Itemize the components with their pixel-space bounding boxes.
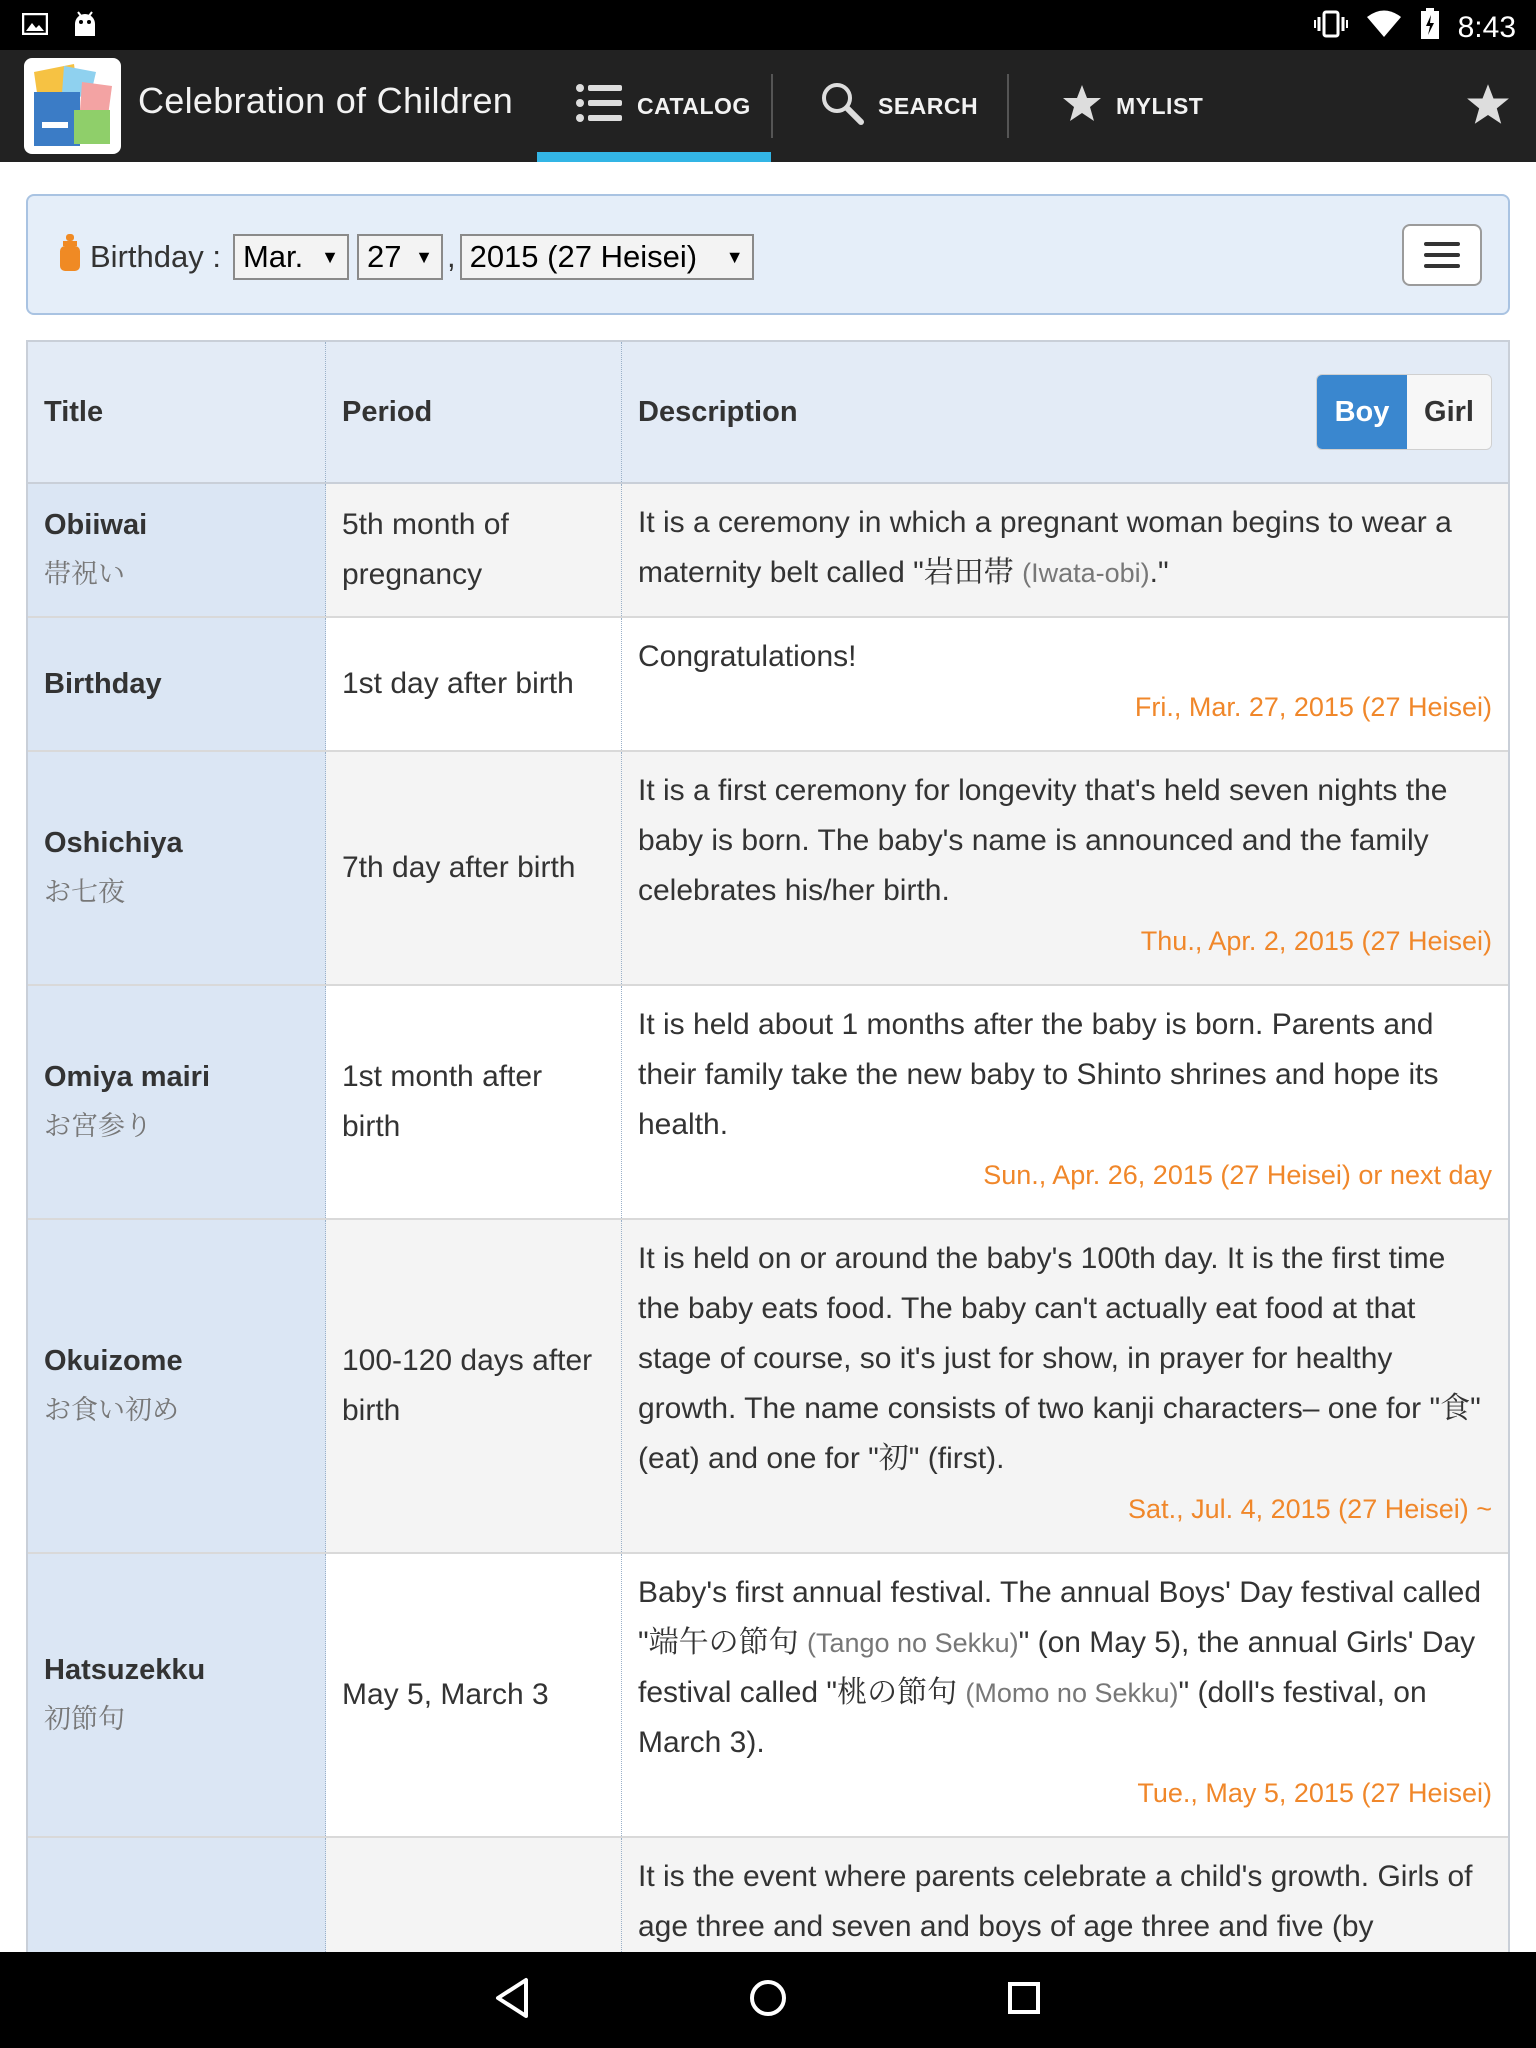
- event-title-jp: 初節句: [44, 1704, 125, 1735]
- event-period: 1st day after birth: [342, 667, 574, 700]
- app-title: Celebration of Children: [138, 80, 514, 121]
- date-separator: ,: [446, 239, 456, 274]
- table-row[interactable]: [28, 1554, 1508, 1838]
- table-row[interactable]: [28, 1838, 1508, 1952]
- event-title-jp: お宮参り: [44, 1111, 152, 1142]
- header-description-cell: [622, 342, 1508, 482]
- back-button[interactable]: [492, 1976, 532, 2024]
- event-description: It is a first ceremony for longevity that's held seven nights the baby is born. The baby's name is announced and the family celebrates his/her birth.: [638, 774, 1448, 907]
- table-row[interactable]: [28, 484, 1508, 618]
- table-row[interactable]: [28, 752, 1508, 986]
- dropdown-arrow-icon: ▼: [725, 246, 744, 267]
- birth-year-select[interactable]: [460, 234, 754, 280]
- event-date: Fri., Mar. 27, 2015 (27 Heisei): [1134, 692, 1492, 722]
- girl-button[interactable]: Girl: [1407, 375, 1491, 449]
- event-period: May 5, March 3: [342, 1678, 549, 1711]
- clock: 8:43: [1457, 11, 1516, 44]
- event-title: Obiiwai: [44, 509, 148, 541]
- navigation-bar: [0, 1952, 1536, 2048]
- hamburger-icon-line: [1424, 242, 1460, 246]
- birth-day-select[interactable]: [357, 234, 443, 280]
- menu-button[interactable]: [1402, 224, 1482, 286]
- hamburger-icon-line: [1424, 264, 1460, 268]
- event-date: Sat., Jul. 4, 2015 (27 Heisei) ~: [1128, 1494, 1492, 1524]
- vibrate-icon: [1314, 10, 1348, 46]
- gender-toggle: [1316, 374, 1492, 450]
- table-row[interactable]: [28, 986, 1508, 1220]
- star-icon: [1062, 83, 1102, 129]
- boy-button[interactable]: Boy: [1317, 375, 1407, 449]
- hamburger-icon-line: [1424, 253, 1460, 257]
- android-notification-icon: [72, 10, 98, 42]
- event-period: 7th day after birth: [342, 851, 576, 884]
- action-bar: [0, 50, 1536, 162]
- birth-year-value: 2015 (27 Heisei): [469, 239, 698, 274]
- event-title: Birthday: [44, 668, 162, 700]
- birthday-panel: [26, 194, 1510, 315]
- event-title-jp: お七夜: [44, 877, 125, 908]
- favorite-star-button[interactable]: [1466, 82, 1510, 130]
- tab-catalog[interactable]: [537, 50, 771, 162]
- dropdown-arrow-icon: ▼: [415, 246, 433, 267]
- recents-icon: [1004, 1976, 1044, 2020]
- event-description: It is held about 1 months after the baby is born. Parents and their family take the new baby to Shinto shrines and hope its health.: [638, 1008, 1439, 1141]
- event-title: Oshichiya: [44, 827, 183, 859]
- event-title-jp: お食い初め: [44, 1395, 179, 1426]
- event-date: Tue., May 5, 2015 (27 Heisei): [1137, 1778, 1492, 1808]
- search-icon: [820, 81, 864, 131]
- active-tab-indicator: [537, 152, 771, 162]
- battery-icon: [1420, 8, 1440, 48]
- birth-day-value: 27: [366, 239, 402, 274]
- event-description: Congratulations!: [638, 640, 857, 673]
- event-period: 5th month of pregnancy: [342, 508, 509, 591]
- event-period: 1st month after birth: [342, 1060, 543, 1143]
- tab-mylist-label: MYLIST: [1116, 92, 1204, 119]
- home-button[interactable]: [748, 1976, 788, 2024]
- header-title: Title: [28, 342, 326, 482]
- wifi-icon: [1366, 10, 1402, 46]
- back-icon: [492, 1976, 532, 2020]
- event-date: Thu., Apr. 2, 2015 (27 Heisei): [1140, 926, 1492, 956]
- star-icon: [1466, 82, 1510, 126]
- event-period: 100-120 days after birth: [342, 1344, 593, 1427]
- recents-button[interactable]: [1004, 1976, 1044, 2024]
- list-icon: [575, 83, 623, 129]
- table-header-row: [28, 342, 1508, 484]
- app-logo-icon: [24, 58, 121, 154]
- event-description: Baby's first annual festival. The annual Boys' Day festival called "端午の節句 (Tango no Sekku)" (on May 5), the annual Girls' Day festival called "桃の節句 (Momo no Sekku)" (doll's festival, on March 3).: [638, 1576, 1482, 1759]
- baby-bottle-icon: [58, 234, 82, 280]
- celebration-table: [26, 340, 1510, 1952]
- tab-search[interactable]: [772, 50, 1008, 162]
- birth-month-select[interactable]: [233, 234, 349, 280]
- event-description: It is a ceremony in which a pregnant woman begins to wear a maternity belt called "岩田帯 (Iwata-obi).": [638, 506, 1452, 589]
- event-title: Omiya mairi: [44, 1061, 211, 1093]
- birthday-label: Birthday :: [90, 239, 221, 274]
- event-date: Sun., Apr. 26, 2015 (27 Heisei) or next day: [983, 1160, 1492, 1190]
- event-title: Hatsuzekku: [44, 1654, 206, 1686]
- gallery-notification-icon: [22, 13, 48, 39]
- dropdown-arrow-icon: ▼: [321, 246, 339, 267]
- home-icon: [748, 1976, 788, 2020]
- status-bar: [0, 0, 1536, 50]
- event-description: It is held on or around the baby's 100th day. It is the first time the baby eats food. The baby can't actually eat food at that stage of course, so it's just for show, in prayer for healthy growth. The name consists of two kanji characters– one for "食" (eat) and one for "初" (first).: [638, 1242, 1481, 1475]
- event-description: It is the event where parents celebrate a child's growth. Girls of age three and seven and boys of age three and five (by: [638, 1860, 1473, 1943]
- birth-month-value: Mar.: [242, 239, 304, 274]
- table-row[interactable]: [28, 1220, 1508, 1554]
- header-description: Description: [638, 395, 798, 428]
- event-title-jp: 帯祝い: [44, 559, 125, 590]
- tab-search-label: SEARCH: [878, 92, 979, 119]
- header-period: Period: [326, 342, 622, 482]
- event-title: Okuizome: [44, 1345, 183, 1377]
- tab-catalog-label: CATALOG: [637, 92, 751, 119]
- tab-mylist[interactable]: [1008, 50, 1238, 162]
- table-row[interactable]: [28, 618, 1508, 752]
